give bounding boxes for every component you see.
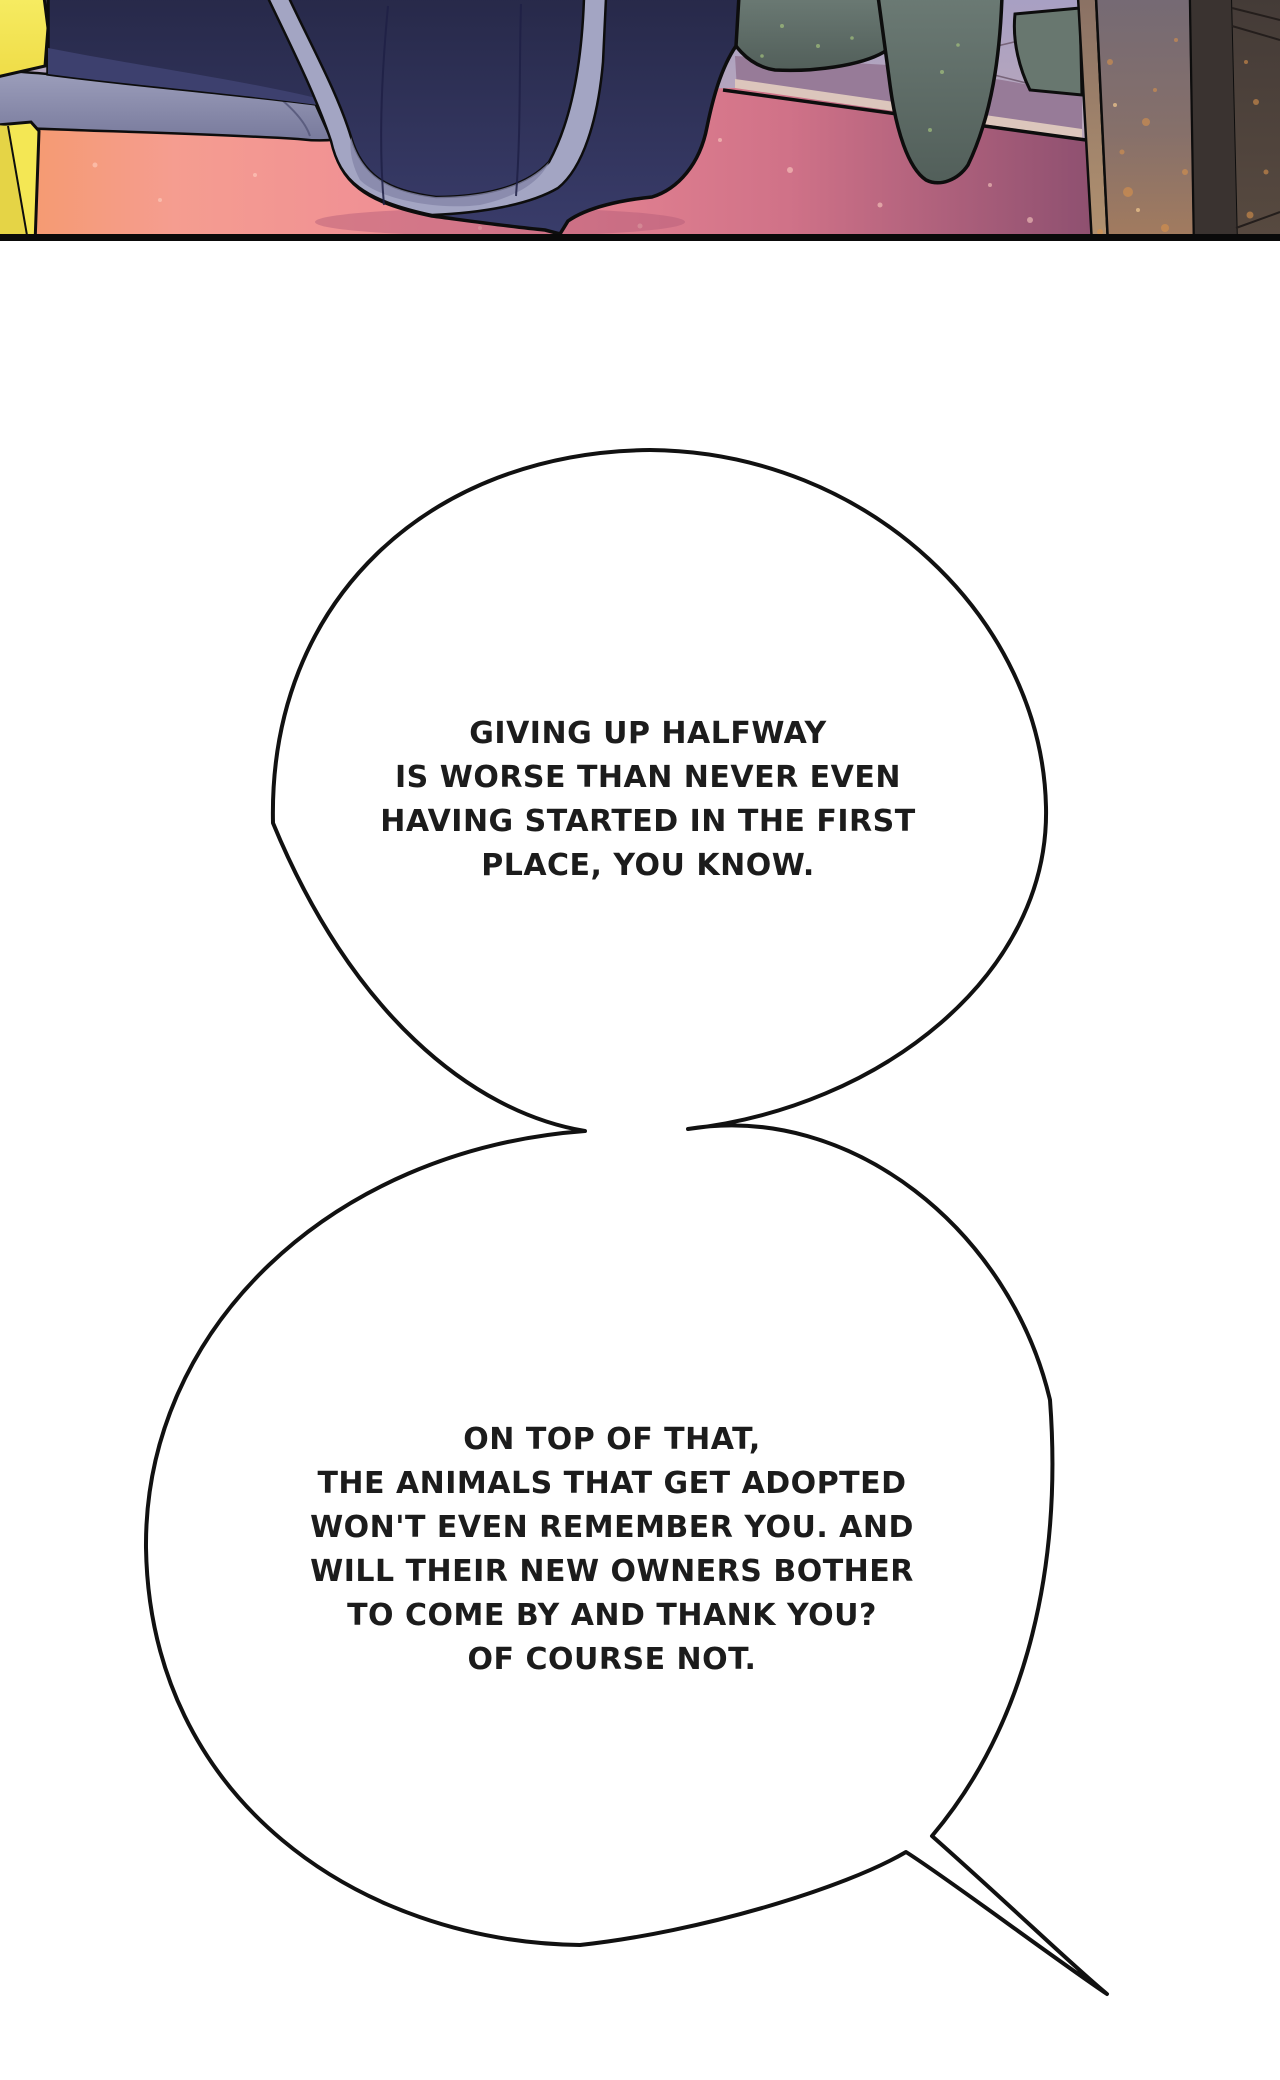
speech-bubble-1-text — [288, 712, 1008, 888]
speech-bubble-shape — [146, 450, 1107, 1994]
bubble2-line: OF COURSE NOT. — [467, 1642, 757, 1677]
bubble2-line: WON'T EVEN REMEMBER YOU. AND — [310, 1510, 914, 1545]
bubble1-line: GIVING UP HALFWAY — [469, 716, 827, 751]
speech-bubble-2-text — [252, 1418, 972, 1682]
bubble1-line: HAVING STARTED IN THE FIRST — [380, 804, 916, 839]
bubble1-line: IS WORSE THAN NEVER EVEN — [395, 760, 901, 795]
bubble2-line: THE ANIMALS THAT GET ADOPTED — [317, 1466, 907, 1501]
bubble2-line: TO COME BY AND THANK YOU? — [347, 1598, 877, 1633]
bubble2-line: ON TOP OF THAT, — [463, 1422, 761, 1457]
bubble2-line: WILL THEIR NEW OWNERS BOTHER — [310, 1554, 914, 1589]
bubble1-line: PLACE, YOU KNOW. — [481, 848, 815, 883]
